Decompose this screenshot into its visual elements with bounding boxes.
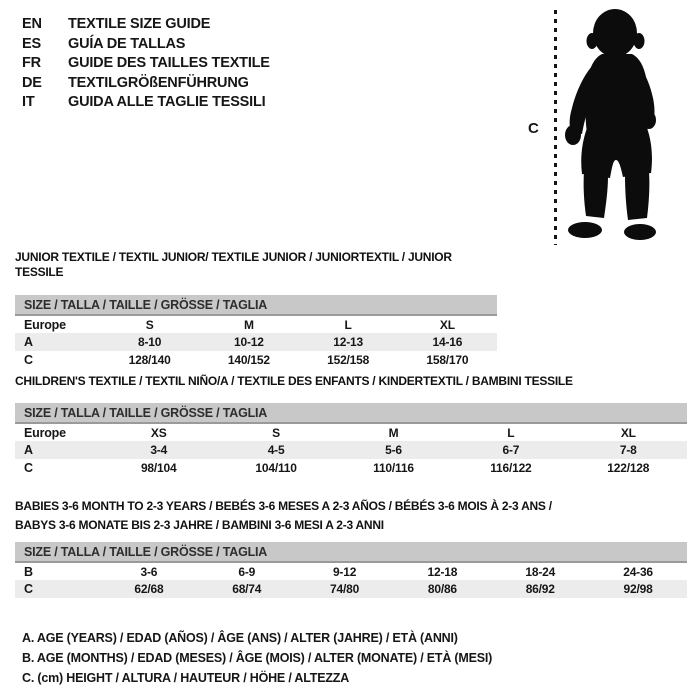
table-row-months	[15, 562, 687, 580]
size-cell: 4-5	[217, 441, 334, 459]
table-row-height	[15, 580, 687, 598]
size-cell: 122/128	[607, 461, 650, 475]
table-row-height	[15, 351, 497, 369]
language-guide-list	[22, 15, 270, 113]
row-label: C	[15, 580, 100, 598]
language-row-fr	[22, 54, 270, 74]
size-cell: 24-36	[623, 564, 653, 579]
language-guide-title: TEXTILE SIZE GUIDE	[68, 16, 211, 32]
children-table-title: CHILDREN'S TEXTILE / TEXTIL NIÑO/A / TEXTILE DES ENFANTS / KINDERTEXTIL / BAMBINI TESSILE	[15, 374, 573, 388]
babies-size-table	[15, 542, 687, 598]
size-cell: XL	[439, 317, 455, 332]
babies-table-title	[15, 497, 687, 535]
size-cell: 10-12	[199, 333, 298, 351]
junior-table-title: JUNIOR TEXTILE / TEXTIL JUNIOR/ TEXTILE JUNIOR / JUNIORTEXTIL / JUNIOR TESSILE	[15, 250, 452, 279]
table-row-age	[15, 441, 687, 459]
size-cell: 98/104	[140, 461, 177, 475]
language-guide-title: TEXTILGRÖßENFÜHRUNG	[68, 74, 249, 91]
size-cell: M	[243, 317, 254, 332]
size-cell: 18-24	[525, 564, 556, 579]
babies-table-title-line1: BABIES 3-6 MONTH TO 2-3 YEARS / BEBÉS 3-6 MESES A 2-3 AÑOS / BÉBÉS 3-6 MOIS À 2-3 ANS /	[15, 499, 552, 513]
size-cell: L	[344, 317, 352, 332]
language-guide-title: GUIDA ALLE TAGLIE TESSILI	[68, 94, 266, 110]
size-cell: 12-18	[427, 564, 458, 579]
note-age-months: B. AGE (MONTHS) / EDAD (MESES) / ÂGE (MOIS) / ALTER (MONATE) / ETÀ (MESI)	[22, 651, 493, 665]
size-cell: 6-7	[452, 441, 569, 459]
babies-table-title-line2: BABYS 3-6 MONATE BIS 2-3 JAHRE / BAMBINI 3-6 MESI A 2-3 ANNI	[15, 518, 384, 532]
size-cell: 7-8	[570, 441, 687, 459]
language-code: FR	[22, 55, 41, 71]
note-height-cm: C. (cm) HEIGHT / ALTURA / HAUTEUR / HÖHE / ALTEZZA	[22, 671, 350, 685]
size-cell: 6-9	[238, 564, 256, 579]
size-cell: XS	[150, 425, 167, 440]
table-row-height	[15, 459, 687, 477]
language-row-de	[22, 74, 270, 94]
size-cell: 80/86	[393, 580, 491, 598]
language-guide-title: GUIDE DES TAILLES TEXTILE	[68, 55, 270, 71]
size-cell: 62/68	[100, 580, 198, 598]
language-row-en	[22, 15, 270, 35]
size-cell: 128/140	[128, 353, 171, 367]
size-cell: 3-4	[100, 441, 217, 459]
note-age-years: A. AGE (YEARS) / EDAD (AÑOS) / ÂGE (ANS) / ALTER (JAHRE) / ETÀ (ANNI)	[22, 631, 458, 645]
size-cell: 92/98	[589, 580, 687, 598]
table-row-europe	[15, 315, 497, 333]
size-cell: 3-6	[140, 564, 158, 579]
children-textile-section	[15, 374, 687, 477]
size-cell: 5-6	[335, 441, 452, 459]
size-cell: 8-10	[100, 333, 199, 351]
size-cell: XL	[620, 425, 636, 440]
language-code: DE	[22, 74, 42, 91]
size-cell: 116/122	[490, 461, 532, 475]
language-code: IT	[22, 94, 35, 110]
row-label: C	[24, 461, 33, 475]
table-row-europe	[15, 423, 687, 441]
size-cell: 9-12	[332, 564, 357, 579]
size-cell: 140/152	[227, 353, 270, 367]
junior-size-table	[15, 295, 497, 369]
size-cell: S	[145, 317, 154, 332]
language-code: ES	[22, 35, 41, 52]
language-row-es	[22, 35, 270, 55]
size-header-bar: SIZE / TALLA / TAILLE / GRÖSSE / TAGLIA	[15, 542, 687, 562]
row-label: Europe	[24, 317, 66, 332]
junior-textile-section	[15, 250, 497, 369]
size-header-bar: SIZE / TALLA / TAILLE / GRÖSSE / TAGLIA	[15, 295, 497, 315]
language-guide-title: GUÍA DE TALLAS	[68, 35, 186, 52]
row-label: Europe	[24, 425, 66, 440]
size-cell: 68/74	[198, 580, 296, 598]
height-measure-label: C	[528, 120, 539, 137]
table-row-age	[15, 333, 497, 351]
row-label: A	[15, 333, 100, 351]
size-cell: L	[507, 425, 515, 440]
size-cell: 104/110	[255, 461, 297, 475]
babies-textile-section	[15, 497, 687, 598]
legend-notes	[22, 628, 492, 688]
language-code: EN	[22, 16, 42, 32]
size-cell: 110/116	[373, 461, 414, 475]
row-label: A	[15, 441, 100, 459]
size-cell: 152/158	[327, 353, 370, 367]
size-cell: M	[388, 425, 399, 440]
size-cell: 86/92	[491, 580, 589, 598]
height-measure-dashed-line	[554, 10, 557, 245]
children-size-table	[15, 403, 687, 477]
row-label: B	[24, 564, 33, 579]
toddler-silhouette	[558, 8, 666, 241]
size-cell: 14-16	[398, 333, 497, 351]
size-cell: 74/80	[296, 580, 394, 598]
size-cell: 158/170	[426, 353, 469, 367]
row-label: C	[24, 353, 33, 367]
language-row-it	[22, 93, 270, 113]
size-cell: S	[272, 425, 280, 440]
size-header-bar: SIZE / TALLA / TAILLE / GRÖSSE / TAGLIA	[15, 403, 687, 423]
size-cell: 12-13	[299, 333, 398, 351]
